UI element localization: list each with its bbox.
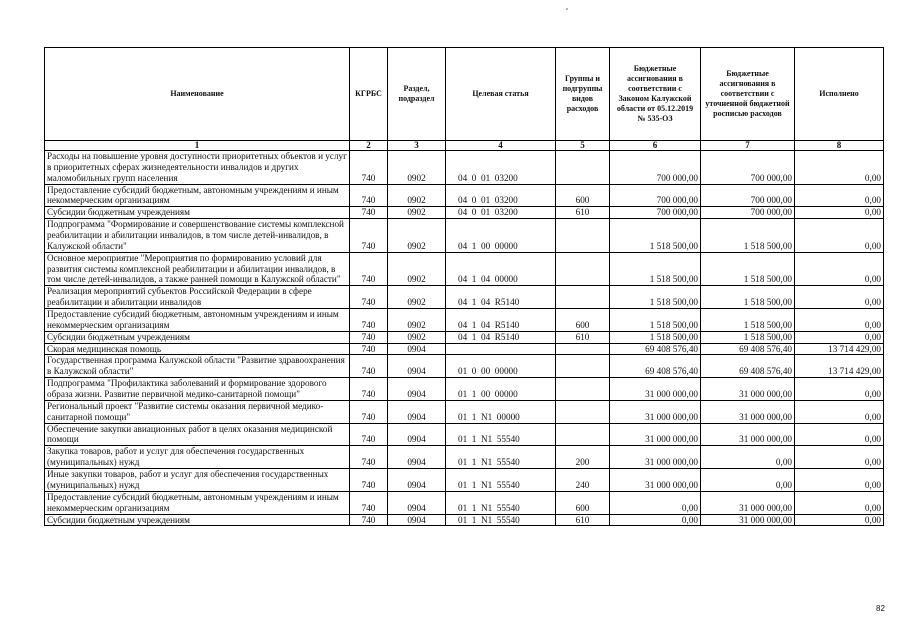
row-kgrbs: 740 xyxy=(350,423,388,446)
row-name: Подпрограмма "Формирование и совершенствование системы комплексной реабилитации и абилитации инвалидов, в том числе детей-инвалидов, в Калужской области" xyxy=(45,219,350,253)
column-number: 4 xyxy=(446,141,556,151)
row-name: Региональный проект "Развитие системы оказания первичной медико-санитарной помощи" xyxy=(45,400,350,423)
row-target-article: 04 1 04 R5140 xyxy=(446,331,556,343)
row-executed: 0,00 xyxy=(795,446,884,469)
table-row xyxy=(45,331,884,343)
row-executed: 13 714 429,00 xyxy=(795,343,884,355)
row-law-allocation: 1 518 500,00 xyxy=(610,252,701,286)
row-target-article: 01 1 N1 55540 xyxy=(446,491,556,514)
row-kgrbs: 740 xyxy=(350,252,388,286)
row-expense-group: 610 xyxy=(556,331,610,343)
row-refined-allocation: 69 408 576,40 xyxy=(701,343,795,355)
row-name: Реализация мероприятий субъектов Российской Федерации в сфере реабилитации и абилитации инвалидов xyxy=(45,286,350,309)
row-name: Субсидии бюджетным учреждениям xyxy=(45,514,350,526)
scan-speck xyxy=(566,8,568,10)
row-expense-group: 610 xyxy=(556,207,610,219)
row-law-allocation: 69 408 576,40 xyxy=(610,355,701,378)
table-row xyxy=(45,423,884,446)
row-refined-allocation: 0,00 xyxy=(701,469,795,492)
row-executed: 0,00 xyxy=(795,252,884,286)
row-refined-allocation: 31 000 000,00 xyxy=(701,491,795,514)
header-group: Группы и подгруппы видов расходов xyxy=(556,48,610,141)
header-target: Целевая статья xyxy=(446,48,556,141)
header-section: Раздел, подраздел xyxy=(388,48,446,141)
row-section: 0904 xyxy=(388,378,446,401)
row-section: 0904 xyxy=(388,514,446,526)
row-executed: 0,00 xyxy=(795,286,884,309)
row-expense-group xyxy=(556,378,610,401)
row-kgrbs: 740 xyxy=(350,343,388,355)
row-executed: 13 714 429,00 xyxy=(795,355,884,378)
row-executed: 0,00 xyxy=(795,423,884,446)
page-number: 82 xyxy=(876,604,885,613)
row-target-article: 01 1 N1 55540 xyxy=(446,469,556,492)
row-target-article: 01 1 N1 55540 xyxy=(446,423,556,446)
table-row xyxy=(45,491,884,514)
row-target-article: 04 1 04 R5140 xyxy=(446,309,556,332)
row-target-article: 01 1 N1 00000 xyxy=(446,400,556,423)
row-expense-group xyxy=(556,400,610,423)
row-section: 0904 xyxy=(388,491,446,514)
row-refined-allocation: 1 518 500,00 xyxy=(701,331,795,343)
row-target-article: 04 0 01 03200 xyxy=(446,151,556,185)
table-row xyxy=(45,446,884,469)
table-row xyxy=(45,378,884,401)
column-number: 5 xyxy=(556,141,610,151)
row-expense-group xyxy=(556,423,610,446)
row-kgrbs: 740 xyxy=(350,355,388,378)
row-section: 0904 xyxy=(388,423,446,446)
row-executed: 0,00 xyxy=(795,219,884,253)
row-kgrbs: 740 xyxy=(350,514,388,526)
row-executed: 0,00 xyxy=(795,309,884,332)
row-section: 0904 xyxy=(388,343,446,355)
column-numbers-row xyxy=(45,141,884,151)
table-row xyxy=(45,252,884,286)
row-target-article: 01 1 00 00000 xyxy=(446,378,556,401)
row-name: Субсидии бюджетным учреждениям xyxy=(45,207,350,219)
row-kgrbs: 740 xyxy=(350,491,388,514)
header-kgrbs: КГРБС xyxy=(350,48,388,141)
row-expense-group xyxy=(556,219,610,253)
row-kgrbs: 740 xyxy=(350,331,388,343)
table-row xyxy=(45,219,884,253)
row-refined-allocation: 1 518 500,00 xyxy=(701,286,795,309)
row-refined-allocation: 69 408 576,40 xyxy=(701,355,795,378)
row-name: Скорая медицинская помощь xyxy=(45,343,350,355)
row-section: 0902 xyxy=(388,219,446,253)
row-section: 0902 xyxy=(388,309,446,332)
row-refined-allocation: 700 000,00 xyxy=(701,184,795,207)
row-executed: 0,00 xyxy=(795,207,884,219)
row-name: Иные закупки товаров, работ и услуг для обеспечения государственных (муниципальных) нужд xyxy=(45,469,350,492)
row-expense-group: 200 xyxy=(556,446,610,469)
column-number: 6 xyxy=(610,141,701,151)
row-section: 0902 xyxy=(388,151,446,185)
row-law-allocation: 700 000,00 xyxy=(610,207,701,219)
row-refined-allocation: 1 518 500,00 xyxy=(701,309,795,332)
table-row xyxy=(45,469,884,492)
budget-table xyxy=(44,47,884,526)
row-executed: 0,00 xyxy=(795,400,884,423)
header-name: Наименование xyxy=(45,48,350,141)
row-law-allocation: 31 000 000,00 xyxy=(610,446,701,469)
row-section: 0902 xyxy=(388,207,446,219)
table-row xyxy=(45,151,884,185)
row-name: Основное мероприятие "Мероприятия по формированию условий для развития системы комплексной реабилитации и абилитации инвалидов, в том числе детей-инвалидов, а также ранней помощи в Калужской области" xyxy=(45,252,350,286)
row-law-allocation: 700 000,00 xyxy=(610,184,701,207)
column-number: 8 xyxy=(795,141,884,151)
row-expense-group: 240 xyxy=(556,469,610,492)
row-expense-group: 600 xyxy=(556,184,610,207)
row-kgrbs: 740 xyxy=(350,309,388,332)
row-kgrbs: 740 xyxy=(350,286,388,309)
row-refined-allocation: 700 000,00 xyxy=(701,151,795,185)
row-name: Предоставление субсидий бюджетным, автономным учреждениям и иным некоммерческим организациям xyxy=(45,184,350,207)
row-name: Государственная программа Калужской области "Развитие здравоохранения в Калужской области" xyxy=(45,355,350,378)
row-executed: 0,00 xyxy=(795,491,884,514)
table-row xyxy=(45,400,884,423)
row-law-allocation: 1 518 500,00 xyxy=(610,309,701,332)
row-target-article: 01 0 00 00000 xyxy=(446,355,556,378)
table-row xyxy=(45,207,884,219)
row-law-allocation: 1 518 500,00 xyxy=(610,286,701,309)
row-executed: 0,00 xyxy=(795,151,884,185)
row-law-allocation: 31 000 000,00 xyxy=(610,378,701,401)
row-kgrbs: 740 xyxy=(350,184,388,207)
row-kgrbs: 740 xyxy=(350,378,388,401)
row-law-allocation: 700 000,00 xyxy=(610,151,701,185)
row-name: Субсидии бюджетным учреждениям xyxy=(45,331,350,343)
row-section: 0904 xyxy=(388,469,446,492)
row-target-article: 04 1 00 00000 xyxy=(446,219,556,253)
row-section: 0902 xyxy=(388,184,446,207)
row-kgrbs: 740 xyxy=(350,219,388,253)
table-row xyxy=(45,184,884,207)
row-section: 0902 xyxy=(388,286,446,309)
row-name: Предоставление субсидий бюджетным, автономным учреждениям и иным некоммерческим организациям xyxy=(45,491,350,514)
row-law-allocation: 31 000 000,00 xyxy=(610,400,701,423)
table-row xyxy=(45,355,884,378)
row-law-allocation: 31 000 000,00 xyxy=(610,469,701,492)
row-expense-group xyxy=(556,343,610,355)
row-refined-allocation: 31 000 000,00 xyxy=(701,514,795,526)
row-refined-allocation: 0,00 xyxy=(701,446,795,469)
row-kgrbs: 740 xyxy=(350,400,388,423)
row-expense-group xyxy=(556,286,610,309)
row-section: 0902 xyxy=(388,252,446,286)
row-name: Подпрограмма "Профилактика заболеваний и формирование здорового образа жизни. Развитие первичной медико-санитарной помощи" xyxy=(45,378,350,401)
row-law-allocation: 0,00 xyxy=(610,514,701,526)
column-number: 3 xyxy=(388,141,446,151)
row-section: 0902 xyxy=(388,331,446,343)
row-law-allocation: 0,00 xyxy=(610,491,701,514)
row-refined-allocation: 31 000 000,00 xyxy=(701,423,795,446)
row-name: Предоставление субсидий бюджетным, автономным учреждениям и иным некоммерческим организациям xyxy=(45,309,350,332)
row-target-article: 04 0 01 03200 xyxy=(446,207,556,219)
row-name: Расходы на повышение уровня доступности приоритетных объектов и услуг в приоритетных сферах жизнедеятельности инвалидов и других маломобильных групп населения xyxy=(45,151,350,185)
row-target-article: 04 1 04 R5140 xyxy=(446,286,556,309)
row-law-allocation: 1 518 500,00 xyxy=(610,331,701,343)
row-target-article xyxy=(446,343,556,355)
row-refined-allocation: 1 518 500,00 xyxy=(701,252,795,286)
row-target-article: 04 0 01 03200 xyxy=(446,184,556,207)
row-law-allocation: 69 408 576,40 xyxy=(610,343,701,355)
column-number: 1 xyxy=(45,141,350,151)
row-kgrbs: 740 xyxy=(350,446,388,469)
row-executed: 0,00 xyxy=(795,469,884,492)
row-law-allocation: 1 518 500,00 xyxy=(610,219,701,253)
row-target-article: 01 1 N1 55540 xyxy=(446,514,556,526)
row-kgrbs: 740 xyxy=(350,207,388,219)
row-kgrbs: 740 xyxy=(350,469,388,492)
row-target-article: 01 1 N1 55540 xyxy=(446,446,556,469)
row-expense-group xyxy=(556,151,610,185)
table-header-row xyxy=(45,48,884,141)
row-expense-group: 600 xyxy=(556,491,610,514)
row-refined-allocation: 31 000 000,00 xyxy=(701,400,795,423)
row-expense-group xyxy=(556,252,610,286)
row-name: Обеспечение закупки авиационных работ в целях оказания медицинской помощи xyxy=(45,423,350,446)
row-expense-group xyxy=(556,355,610,378)
header-law-allocation: Бюджетные ассигнования в соответствии с Законом Калужской области от 05.12.2019 № 535-ОЗ xyxy=(610,48,701,141)
row-kgrbs: 740 xyxy=(350,151,388,185)
column-number: 2 xyxy=(350,141,388,151)
row-expense-group: 610 xyxy=(556,514,610,526)
row-law-allocation: 31 000 000,00 xyxy=(610,423,701,446)
row-executed: 0,00 xyxy=(795,331,884,343)
row-target-article: 04 1 04 00000 xyxy=(446,252,556,286)
row-name: Закупка товаров, работ и услуг для обеспечения государственных (муниципальных) нужд xyxy=(45,446,350,469)
row-executed: 0,00 xyxy=(795,514,884,526)
table-row xyxy=(45,514,884,526)
table-row xyxy=(45,309,884,332)
row-expense-group: 600 xyxy=(556,309,610,332)
row-executed: 0,00 xyxy=(795,184,884,207)
table-row xyxy=(45,343,884,355)
row-section: 0904 xyxy=(388,446,446,469)
row-section: 0904 xyxy=(388,355,446,378)
row-refined-allocation: 31 000 000,00 xyxy=(701,378,795,401)
row-refined-allocation: 700 000,00 xyxy=(701,207,795,219)
row-executed: 0,00 xyxy=(795,378,884,401)
header-executed: Исполнено xyxy=(795,48,884,141)
row-section: 0904 xyxy=(388,400,446,423)
row-refined-allocation: 1 518 500,00 xyxy=(701,219,795,253)
header-refined-allocation: Бюджетные ассигнования в соответствии с уточненной бюджетной росписью расходов xyxy=(701,48,795,141)
column-number: 7 xyxy=(701,141,795,151)
table-row xyxy=(45,286,884,309)
